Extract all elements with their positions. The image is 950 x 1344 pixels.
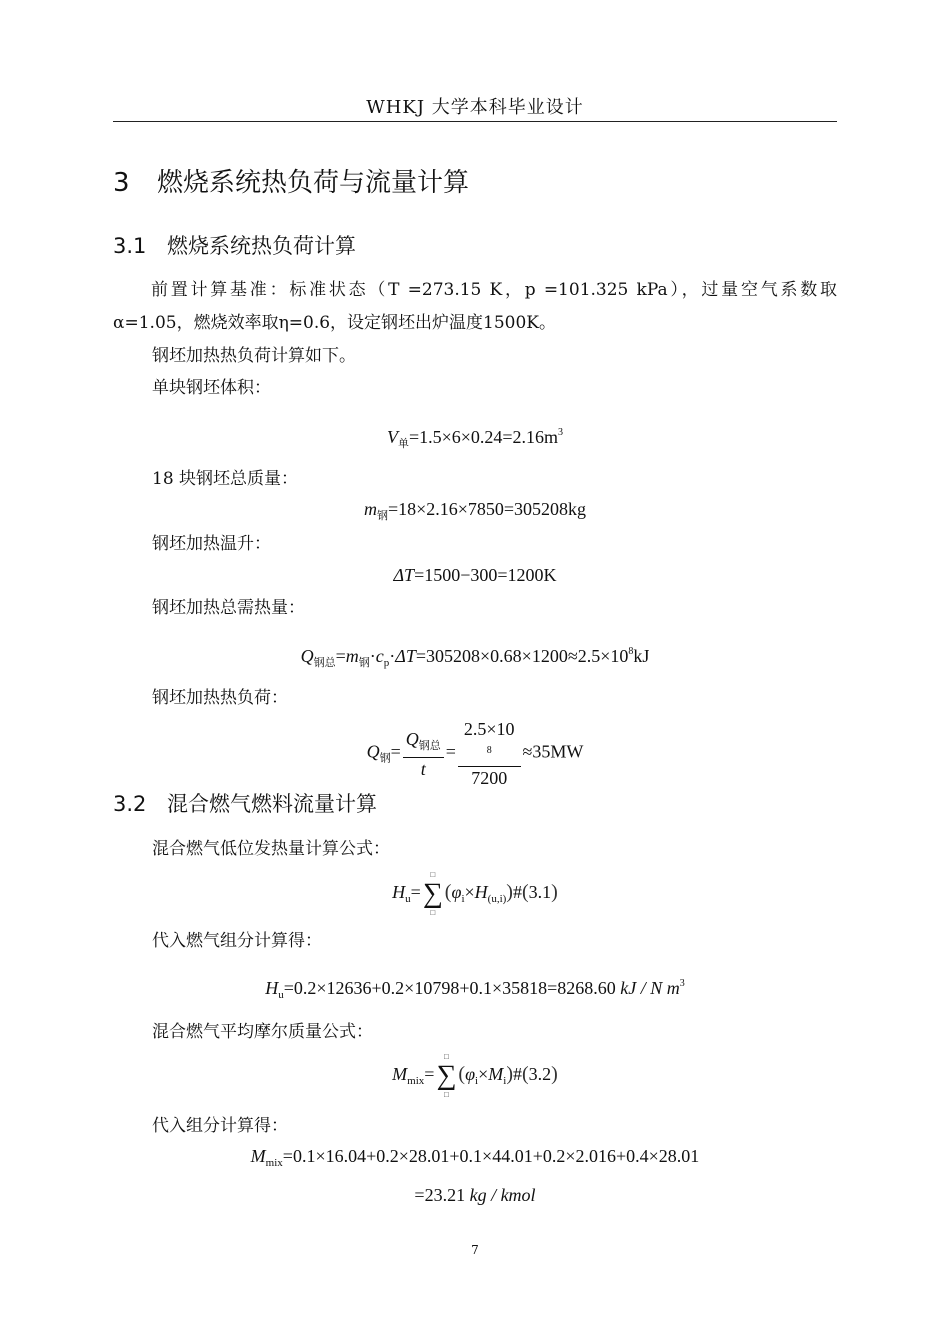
eq-symbol: V: [386, 427, 398, 447]
placeholder-box: □: [444, 1090, 449, 1099]
eq-body: 2.5×10: [463, 719, 515, 739]
eq-tag-mark: #: [512, 882, 522, 903]
eq-symbol: m: [363, 499, 377, 519]
eq-operator: ·: [389, 646, 396, 666]
placeholder-box: □: [430, 870, 436, 879]
paren: ): [506, 1063, 513, 1086]
paren: (: [444, 881, 452, 904]
paren: (: [522, 1063, 529, 1086]
eq-symbol: Q: [405, 728, 419, 749]
eq-subscript: u: [278, 989, 284, 1001]
eq-subscript: (u,i): [487, 893, 507, 906]
page-number: 7: [471, 1243, 479, 1257]
paren: ): [551, 1063, 558, 1086]
eq-symbol: H: [265, 978, 279, 998]
fraction: [458, 718, 521, 789]
equation-molar-mass-result: [113, 1182, 837, 1208]
text-line: 混合燃气平均摩尔质量公式：: [152, 1022, 373, 1042]
placeholder-box: □: [444, 1052, 449, 1061]
eq-body: =0.1×16.04+0.2×28.01+0.1×44.01+0.2×2.016+0.4×28.01: [282, 1146, 700, 1166]
eq-symbol: H: [474, 882, 488, 903]
eq-subscript: 钢总: [313, 657, 336, 669]
summation: [423, 870, 443, 918]
equation-volume: [113, 420, 837, 457]
equation-total-heat: [113, 639, 837, 676]
text-line: 代入组分计算得：: [152, 1116, 288, 1136]
text-line: 钢坯加热总需热量：: [152, 598, 305, 618]
fraction: [403, 728, 444, 780]
eq-number: 3.1: [528, 882, 552, 903]
equation-molar-mass: [113, 1143, 837, 1176]
eq-operator: =: [410, 882, 421, 903]
text-line: 代入燃气组分计算得：: [152, 931, 322, 951]
text-line: 钢坯加热热负荷：: [152, 688, 288, 708]
summation-sign: ∑: [422, 878, 443, 909]
equation-temperature: [113, 562, 837, 588]
eq-symbol: H: [392, 882, 406, 903]
eq-tag-mark: #: [513, 1064, 522, 1085]
eq-subscript: i: [475, 1075, 479, 1088]
eq-symbol: M: [250, 1146, 266, 1166]
eq-subscript: mix: [407, 1075, 425, 1088]
eq-symbol: Q: [300, 646, 314, 666]
fraction-numerator: [403, 728, 444, 758]
eq-operator: =: [335, 646, 346, 666]
summation-sign: ∑: [436, 1060, 457, 1091]
eq-body: =23.21: [414, 1185, 466, 1205]
section-title: 混合燃气燃料流量计算: [167, 792, 377, 816]
eq-body: =0.2×12636+0.2×10798+0.1×35818=8268.60: [283, 978, 616, 998]
eq-subscript: mix: [265, 1157, 283, 1169]
eq-symbol: ΔT: [393, 565, 415, 585]
text-line: 18 块钢坯总质量：: [152, 469, 299, 489]
fraction-denominator: 7200: [471, 768, 508, 788]
text-line: 混合燃气低位发热量计算公式：: [152, 839, 390, 859]
eq-symbol: φ: [451, 882, 462, 903]
paren: (: [521, 881, 529, 904]
eq-body: =1.5×6×0.24=2.16m: [408, 427, 559, 447]
eq-subscript: u: [405, 893, 411, 906]
eq-unit: kJ / N m: [620, 978, 680, 998]
chapter-title: 燃烧系统热负荷与流量计算: [157, 168, 470, 198]
eq-superscript: 3: [679, 978, 685, 989]
eq-symbol: M: [392, 1064, 408, 1085]
eq-symbol: t: [420, 758, 426, 779]
chapter-heading: [113, 162, 469, 199]
text-line: 钢坯加热温升：: [152, 534, 271, 554]
eq-operator: ·: [369, 646, 376, 666]
text-line: 钢坯加热热负荷计算如下。: [152, 346, 356, 366]
eq-symbol: ΔT: [395, 646, 416, 666]
eq-operator: =: [424, 1064, 435, 1085]
chapter-number: 3: [113, 168, 130, 198]
summation: [436, 1052, 456, 1100]
equation-3-2: [113, 1052, 837, 1100]
eq-symbol: c: [375, 646, 384, 666]
eq-superscript: 8: [486, 745, 492, 756]
eq-unit: kJ: [633, 646, 650, 666]
eq-unit: kg / kmol: [469, 1185, 536, 1205]
equation-3-1: [113, 870, 837, 918]
eq-operator: ×: [478, 1064, 489, 1085]
eq-number: 3.2: [528, 1064, 552, 1085]
eq-body: ≈35MW: [522, 741, 584, 762]
placeholder-box: □: [430, 908, 436, 917]
eq-body: =305208×0.68×1200≈2.5×10: [415, 646, 629, 666]
paren: (: [458, 1063, 466, 1086]
eq-superscript: 8: [628, 646, 634, 657]
fraction-denominator: [403, 758, 444, 780]
paren: ): [551, 881, 558, 904]
section-heading-3-2: [113, 788, 377, 818]
eq-subscript: p: [383, 657, 390, 669]
eq-subscript: i: [503, 1075, 507, 1088]
eq-operator: ×: [464, 882, 475, 903]
eq-operator: =: [390, 741, 401, 762]
eq-symbol: m: [345, 646, 359, 666]
eq-symbol: φ: [465, 1064, 476, 1085]
intro-paragraph: 前置计算基准：标准状态（T =273.15 K，p =101.325 kPa），过量空气系数取α=1.05，燃烧效率取η=0.6，设定钢坯出炉温度1500K。: [113, 280, 837, 333]
eq-symbol: Q: [366, 741, 380, 762]
eq-superscript: 3: [558, 427, 564, 438]
section-heading-3-1: [113, 230, 356, 260]
eq-subscript: 钢: [379, 752, 391, 765]
section-title: 燃烧系统热负荷计算: [167, 234, 356, 258]
fraction-numerator: [458, 718, 521, 767]
eq-subscript: i: [461, 893, 465, 906]
eq-body: =18×2.16×7850=305208kg: [387, 499, 587, 519]
equation-mass: [113, 496, 837, 529]
page-header: WHKJ 大学本科毕业设计: [366, 97, 584, 118]
equation-heat-load: [113, 718, 837, 789]
eq-body: =1500−300=1200K: [414, 565, 557, 585]
eq-symbol: M: [488, 1064, 504, 1085]
eq-subscript: 单: [397, 438, 409, 450]
equation-heating-value: [113, 971, 837, 1008]
section-number: 3.2: [113, 792, 147, 816]
header-rule: [113, 121, 837, 122]
eq-subscript: 钢: [358, 657, 370, 669]
paren: ): [506, 881, 513, 904]
eq-subscript: 钢总: [418, 739, 441, 752]
section-number: 3.1: [113, 234, 147, 258]
text-line: 单块钢坯体积：: [152, 378, 271, 398]
eq-operator: =: [445, 741, 456, 762]
eq-subscript: 钢: [376, 510, 388, 522]
